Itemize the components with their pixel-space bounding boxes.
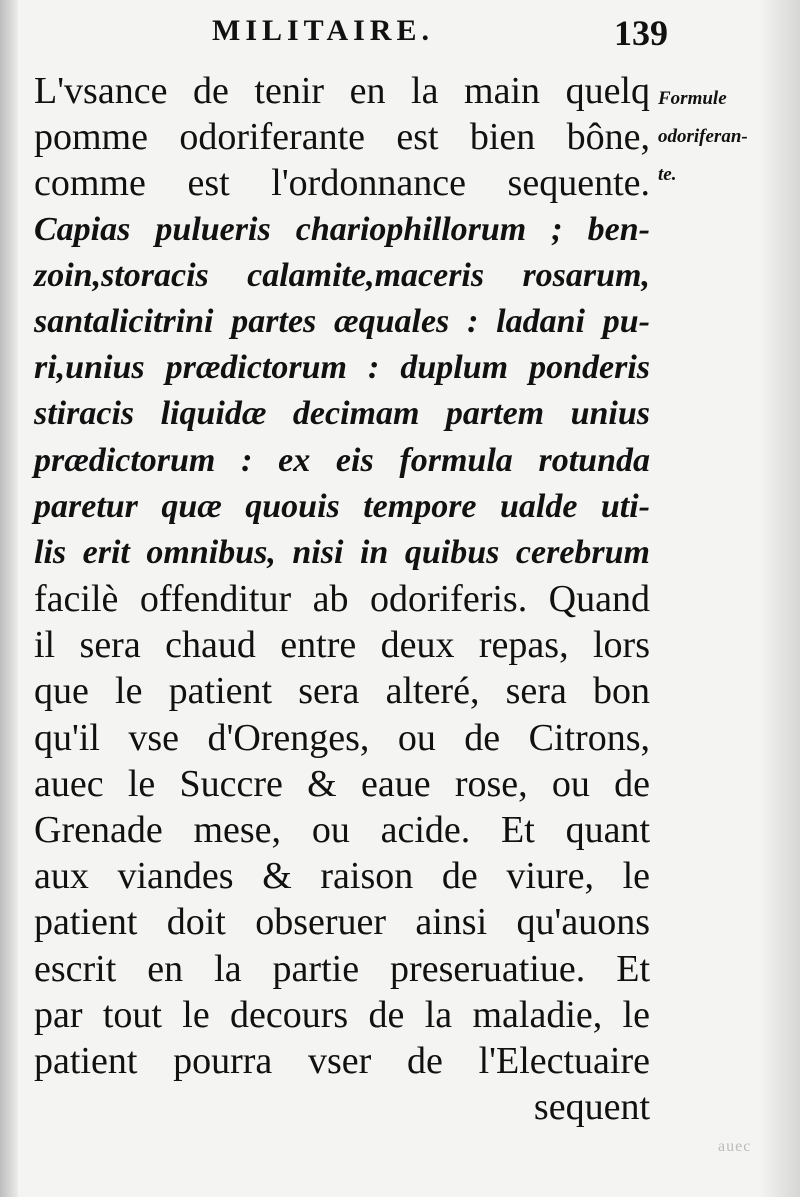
margin-note bbox=[658, 80, 800, 194]
text-line: qu'il vse d'Orenges, ou de Citrons, bbox=[34, 716, 650, 759]
text-line: paretur quæ quouis tempore ualde uti- bbox=[34, 487, 650, 525]
text-line: prædictorum : ex eis formula rotunda bbox=[34, 441, 650, 479]
text-line: que le patient sera alteré, sera bon bbox=[34, 670, 650, 713]
text-line: santalicitrini partes æquales : ladani pu- bbox=[34, 302, 650, 340]
text-line: patient doit obseruer ainsi qu'auons bbox=[34, 901, 650, 944]
text-line: il sera chaud entre deux repas, lors bbox=[34, 624, 650, 667]
text-line: L'vsance de tenir en la main quelq bbox=[34, 70, 650, 112]
margin-note-line: odoriferan- bbox=[658, 126, 748, 147]
running-head: MILITAIRE. bbox=[212, 14, 434, 47]
text-line: auec le Succre & eaue rose, ou de bbox=[34, 762, 650, 805]
text-line: escrit en la partie preseruatiue. Et bbox=[34, 947, 650, 990]
text-line: ri,unius prædictorum : duplum ponderis bbox=[34, 349, 650, 387]
page-number: 139 bbox=[614, 13, 668, 53]
text-line: stiracis liquidæ decimam partem unius bbox=[34, 395, 650, 433]
body-text bbox=[34, 68, 650, 1130]
text-line: facilè offenditur ab odoriferis. Quand bbox=[34, 578, 650, 621]
text-line: par tout le decours de la maladie, le bbox=[34, 993, 650, 1036]
page-gutter bbox=[0, 0, 18, 1197]
catchword: sequent bbox=[533, 1086, 650, 1129]
text-line: pomme odoriferante est bien bône, bbox=[34, 116, 650, 159]
text-line: Grenade mese, ou acide. Et quant bbox=[34, 809, 650, 851]
margin-note-line: te. bbox=[658, 164, 677, 185]
text-line: Capias pulueris chariophillorum ; ben- bbox=[34, 210, 650, 248]
text-line: aux viandes & raison de viure, le bbox=[34, 855, 650, 898]
text-line: comme est l'ordonnance sequente. bbox=[34, 162, 650, 205]
bleed-through-text: auec bbox=[718, 1138, 752, 1155]
text-line: zoin,storacis calamite,maceris rosarum, bbox=[34, 256, 650, 294]
text-line: patient pourra vser de l'Electuaire bbox=[34, 1039, 650, 1082]
text-line: lis erit omnibus, nisi in quibus cerebrum bbox=[34, 533, 650, 571]
margin-note-line: Formule bbox=[658, 88, 727, 109]
